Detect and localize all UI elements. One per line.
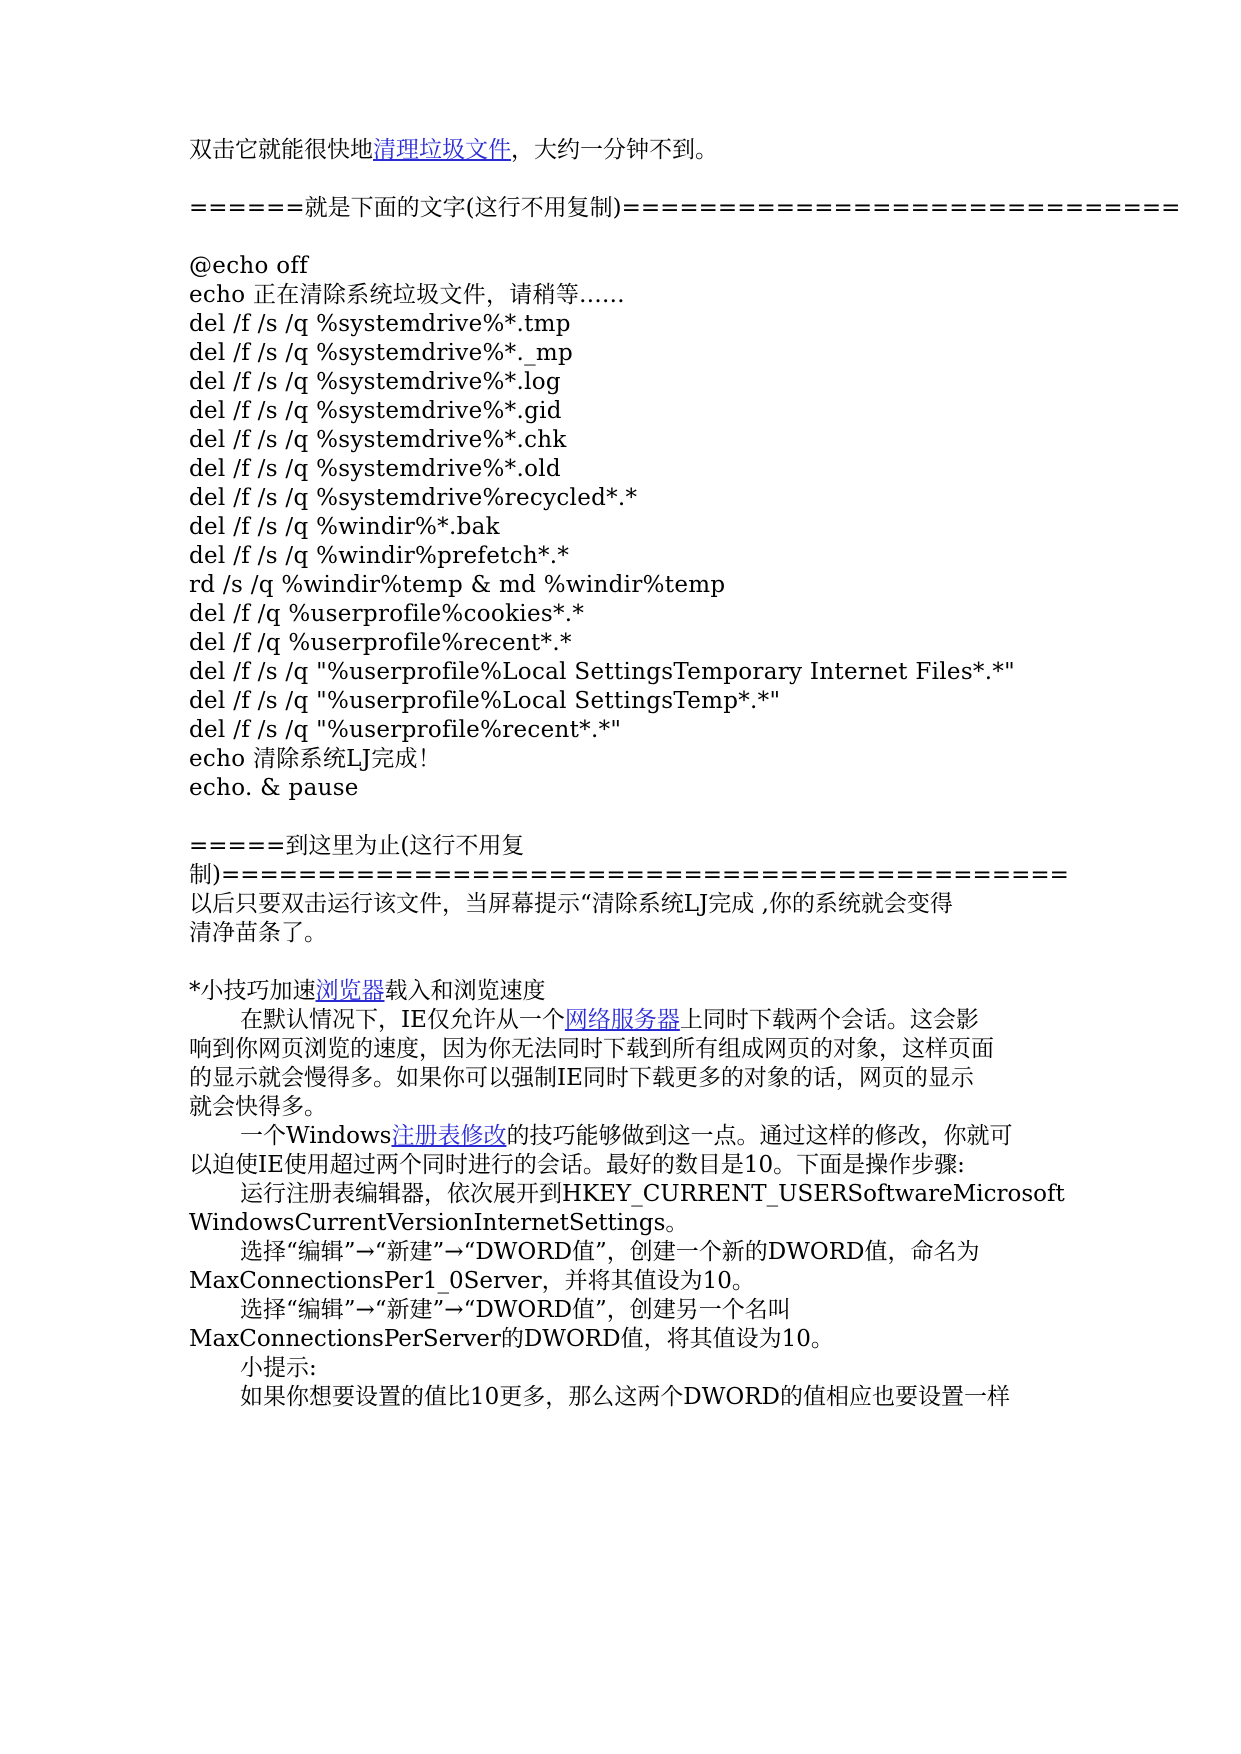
para2-text-end: 的技巧能够做到这一点。通过这样的修改，你就可 — [506, 1123, 1013, 1149]
code-line: echo 清除系统LJ完成！ — [189, 746, 442, 772]
code-line: del /f /s /q %systemdrive%*.log — [189, 369, 561, 395]
para2-line2: 以迫使IE使用超过两个同时进行的会话。最好的数目是10。下面是操作步骤: — [189, 1152, 965, 1178]
separator-bottom-1: =====到这里为止(这行不用复 — [189, 833, 525, 859]
code-line: del /f /s /q %windir%*.bak — [189, 514, 500, 540]
separator-bottom-2: 制)============================================ — [189, 862, 1069, 888]
code-line: del /f /s /q "%userprofile%Local SettingsTemporary Internet Files*.*" — [189, 659, 1016, 685]
para2-line1 — [240, 1120, 1012, 1152]
browser-link[interactable]: 浏览器 — [315, 978, 385, 1004]
step1-line1: 运行注册表编辑器，依次展开到HKEY_CURRENT_USERSoftwareMicrosoft — [240, 1181, 1065, 1207]
step2-line1: 选择“编辑”→“新建”→“DWORD值”，创建一个新的DWORD值，命名为 — [240, 1239, 980, 1265]
step2-line2: MaxConnectionsPer1_0Server，并将其值设为10。 — [189, 1268, 755, 1294]
intro-text-end: ，大约一分钟不到。 — [511, 137, 718, 163]
hint-line: 如果你想要设置的值比10更多，那么这两个DWORD的值相应也要设置一样 — [240, 1384, 1010, 1410]
code-line: rd /s /q %windir%temp & md %windir%temp — [189, 572, 726, 598]
code-line: del /f /s /q %systemdrive%recycled*.* — [189, 485, 638, 511]
code-line: del /f /s /q %systemdrive%*.tmp — [189, 311, 571, 337]
para1-text: 在默认情况下，IE仅允许从一个 — [240, 1007, 565, 1033]
para1-line3: 的显示就会慢得多。如果你可以强制IE同时下载更多的对象的话，网页的显示 — [189, 1065, 974, 1091]
para1-text-end: 上同时下载两个会话。这会影 — [679, 1007, 979, 1033]
step1-line2: WindowsCurrentVersionInternetSettings。 — [189, 1210, 689, 1236]
after-text-2: 清净苗条了。 — [189, 920, 327, 946]
para2-text: 一个Windows — [240, 1123, 392, 1149]
code-line: echo. & pause — [189, 775, 359, 801]
para1-line2: 响到你网页浏览的速度，因为你无法同时下载到所有组成网页的对象，这样页面 — [189, 1036, 994, 1062]
code-line: del /f /s /q %systemdrive%*._mp — [189, 340, 574, 366]
tip-heading-text-end: 载入和浏览速度 — [384, 978, 546, 1004]
tip-heading — [189, 975, 546, 1007]
after-text-1: 以后只要双击运行该文件，当屏幕提示“清除系统LJ完成 ,你的系统就会变得 — [189, 891, 953, 917]
code-line: del /f /s /q %systemdrive%*.old — [189, 456, 561, 482]
code-line: del /f /s /q "%userprofile%recent*.*" — [189, 717, 622, 743]
code-line: del /f /s /q "%userprofile%Local SettingsTemp*.*" — [189, 688, 781, 714]
code-line: del /f /s /q %windir%prefetch*.* — [189, 543, 570, 569]
intro-text: 双击它就能很快地 — [189, 137, 373, 163]
code-line: del /f /q %userprofile%cookies*.* — [189, 601, 585, 627]
hint-label: 小提示: — [240, 1355, 317, 1381]
para1-line1 — [240, 1004, 979, 1036]
registry-edit-link[interactable]: 注册表修改 — [391, 1123, 507, 1149]
code-line: del /f /s /q %systemdrive%*.gid — [189, 398, 562, 424]
web-server-link[interactable]: 网络服务器 — [564, 1007, 680, 1033]
code-line: echo 正在清除系统垃圾文件，请稍等...... — [189, 282, 625, 308]
clean-junk-link[interactable]: 清理垃圾文件 — [373, 137, 511, 163]
step3-line1: 选择“编辑”→“新建”→“DWORD值”，创建另一个名叫 — [240, 1297, 791, 1323]
code-line: del /f /s /q %systemdrive%*.chk — [189, 427, 567, 453]
tip-heading-text: *小技巧加速 — [189, 978, 316, 1004]
para1-line4: 就会快得多。 — [189, 1094, 327, 1120]
code-line: del /f /q %userprofile%recent*.* — [189, 630, 572, 656]
separator-top: ======就是下面的文字(这行不用复制)============================= — [189, 195, 1181, 221]
code-line: @echo off — [189, 253, 309, 279]
step3-line2: MaxConnectionsPerServer的DWORD值，将其值设为10。 — [189, 1326, 834, 1352]
intro-line — [189, 134, 718, 166]
